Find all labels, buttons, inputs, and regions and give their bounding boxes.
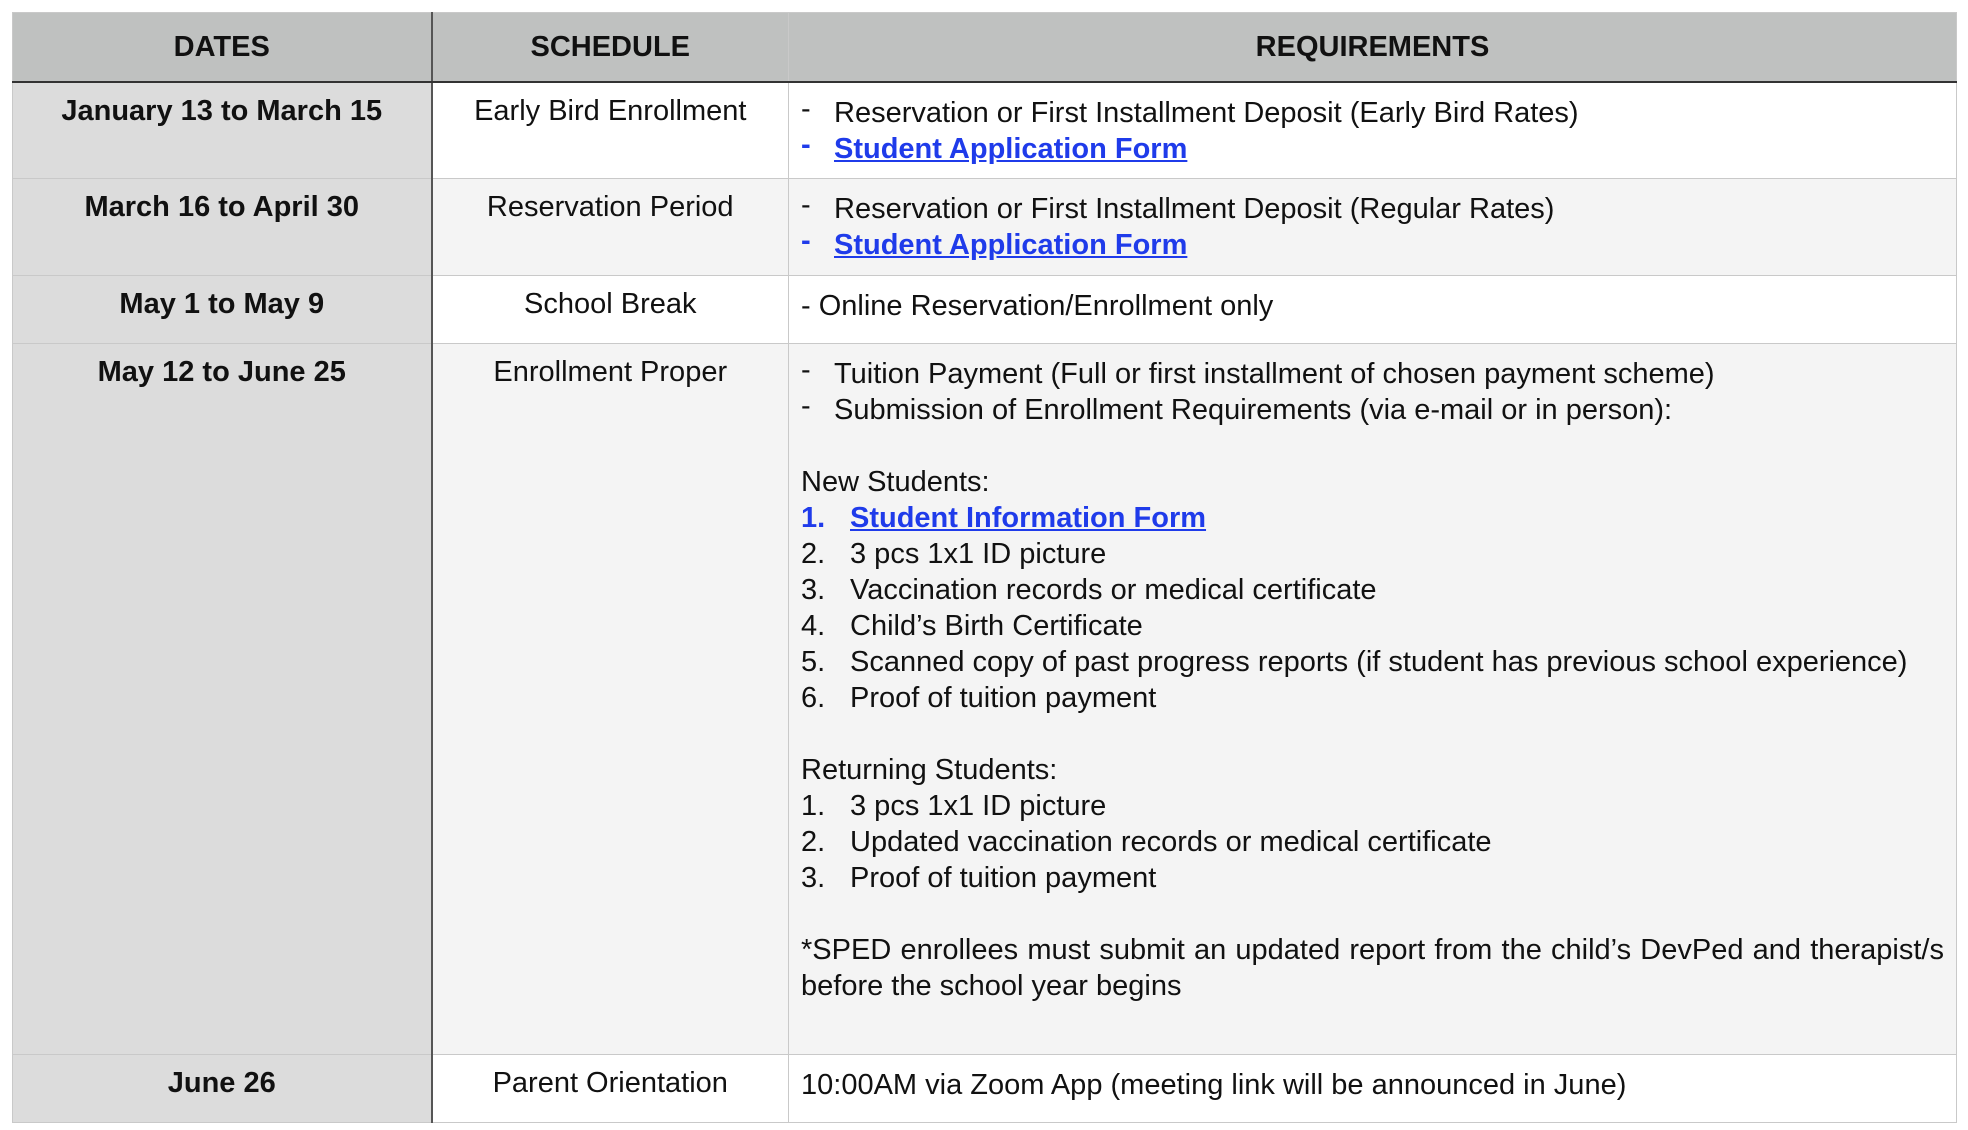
list-item — [801, 644, 1944, 680]
dash-bullet: - — [801, 389, 811, 422]
header-row — [13, 13, 1957, 83]
dash-bullet: - — [801, 353, 811, 386]
date-cell: May 12 to June 25 — [13, 343, 432, 1054]
list-item — [801, 680, 1944, 716]
requirement-text: Tuition Payment (Full or first installment of chosen payment scheme) — [834, 357, 1715, 390]
requirement-text: Submission of Enrollment Requirements (via e-mail or in person): — [834, 393, 1673, 426]
date-cell: June 26 — [13, 1054, 432, 1122]
enrollment-schedule-table — [12, 12, 1957, 1123]
schedule-cell: Parent Orientation — [432, 1054, 789, 1122]
student-application-form-link[interactable]: Student Application Form — [834, 133, 1188, 165]
list-item — [801, 824, 1944, 860]
student-application-form-link[interactable]: Student Application Form — [834, 228, 1188, 261]
list-text: Vaccination records or medical certificate — [850, 573, 1377, 606]
dash-bullet: - — [801, 129, 811, 161]
header-requirements: REQUIREMENTS — [789, 13, 1957, 83]
dash-bullet: - — [801, 224, 811, 257]
list-number: 1. — [801, 789, 826, 822]
requirements-cell: - Online Reservation/Enrollment only — [789, 275, 1957, 343]
requirements-cell — [789, 343, 1957, 1054]
requirement-text: Reservation or First Installment Deposit (Early Bird Rates) — [834, 97, 1579, 129]
list-number: 6. — [801, 681, 826, 714]
dash-bullet: - — [801, 93, 811, 125]
requirements-cell: 10:00AM via Zoom App (meeting link will be announced in June) — [789, 1054, 1957, 1122]
list-number: 1. — [801, 501, 826, 534]
date-cell: May 1 to May 9 — [13, 275, 432, 343]
list-item — [801, 500, 1944, 536]
list-number: 5. — [801, 645, 826, 678]
table-row — [13, 343, 1957, 1054]
list-text: 3 pcs 1x1 ID picture — [850, 537, 1107, 570]
requirement-item — [801, 389, 1944, 428]
header-dates: DATES — [13, 13, 432, 83]
list-item — [801, 572, 1944, 608]
table-row — [13, 275, 1957, 343]
schedule-cell: Reservation Period — [432, 178, 789, 275]
list-text: Updated vaccination records or medical certificate — [850, 825, 1492, 858]
sped-note: *SPED enrollees must submit an updated report from the child’s DevPed and therapist/s before the school year begins — [801, 933, 1944, 1002]
requirement-item — [801, 95, 1944, 131]
list-item — [801, 860, 1944, 896]
list-number: 4. — [801, 609, 826, 642]
student-information-form-link[interactable]: Student Information Form — [850, 501, 1207, 534]
list-item — [801, 788, 1944, 824]
requirement-text: Reservation or First Installment Deposit (Regular Rates) — [834, 192, 1555, 225]
list-number: 3. — [801, 573, 826, 606]
list-text: 3 pcs 1x1 ID picture — [850, 789, 1107, 822]
list-text: Proof of tuition payment — [850, 861, 1157, 894]
list-text: Proof of tuition payment — [850, 681, 1157, 714]
schedule-cell: Enrollment Proper — [432, 343, 789, 1054]
requirement-item — [801, 224, 1944, 263]
returning-students-heading: Returning Students: — [801, 753, 1058, 786]
list-text: Child’s Birth Certificate — [850, 609, 1143, 642]
list-number: 2. — [801, 537, 826, 570]
requirements-cell — [789, 82, 1957, 178]
dash-bullet: - — [801, 188, 811, 221]
table-row — [13, 82, 1957, 178]
list-item — [801, 608, 1944, 644]
new-students-heading: New Students: — [801, 465, 990, 498]
schedule-cell: School Break — [432, 275, 789, 343]
list-number: 2. — [801, 825, 826, 858]
schedule-cell: Early Bird Enrollment — [432, 82, 789, 178]
table-row — [13, 1054, 1957, 1122]
date-cell: January 13 to March 15 — [13, 82, 432, 178]
table-row — [13, 178, 1957, 275]
date-cell: March 16 to April 30 — [13, 178, 432, 275]
requirements-cell — [789, 178, 1957, 275]
list-text: Scanned copy of past progress reports (if student has previous school experience) — [850, 645, 1908, 678]
list-number: 3. — [801, 861, 826, 894]
requirement-item — [801, 131, 1944, 167]
header-schedule: SCHEDULE — [432, 13, 789, 83]
list-item — [801, 536, 1944, 572]
requirement-item — [801, 353, 1944, 392]
requirement-item — [801, 188, 1944, 227]
